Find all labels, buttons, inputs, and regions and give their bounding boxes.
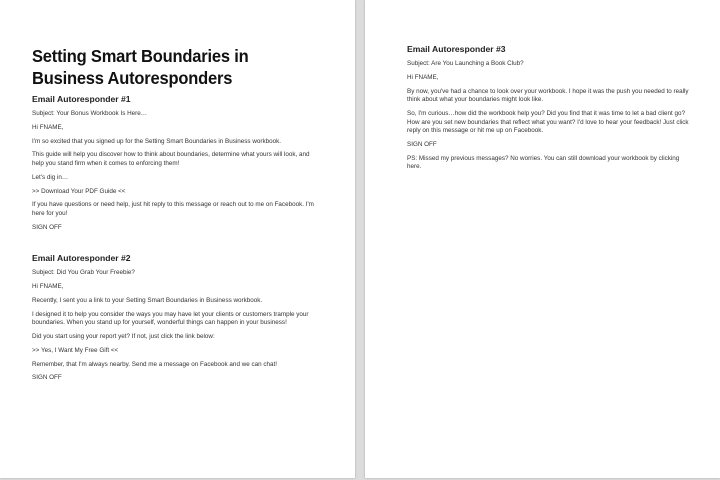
email-subject: Subject: Did You Grab Your Freebie?	[32, 269, 135, 277]
email-subject: Subject: Are You Launching a Book Club?	[407, 60, 524, 67]
email-heading: Email Autoresponder #2	[32, 253, 131, 264]
email-heading: Email Autoresponder #3	[407, 44, 506, 54]
email-paragraph: Recently, I sent you a link to your Setting Smart Boundaries in Business workbook.	[32, 296, 263, 304]
email-link[interactable]: >> Download Your PDF Guide <<	[32, 187, 126, 195]
email-section-1	[32, 94, 323, 232]
email-paragraph: Let's dig in…	[32, 173, 69, 181]
email-section-2	[32, 253, 323, 383]
email-paragraph: Remember, that I'm always nearby. Send me a message on Facebook and we can chat!	[32, 360, 278, 368]
email-paragraph: This guide will help you discover how to think about boundaries, determine what yours will look, and help you stand firm when it comes to enforcing them!	[32, 151, 310, 167]
page-content	[407, 44, 692, 183]
email-signoff: SIGN OFF	[32, 223, 62, 231]
email-section-3	[407, 44, 692, 172]
email-postscript: PS: Missed my previous messages? No worries. You can still download your workbook by clicking here.	[407, 154, 680, 171]
email-paragraph: If you have questions or need help, just hit reply to this message or reach out to me on Facebook. I'm here for you!	[32, 201, 314, 217]
page-content	[32, 46, 323, 394]
email-subject: Subject: Your Bonus Workbook Is Here…	[32, 110, 148, 117]
email-paragraph: Did you start using your report yet? If not, just click the link below:	[32, 332, 215, 340]
document-page-left	[0, 0, 355, 478]
document-title: Setting Smart Boundaries in Business Autoresponders	[32, 47, 249, 89]
email-paragraph: I'm so excited that you signed up for the Setting Smart Boundaries in Business workbook.	[32, 137, 282, 145]
email-greeting: Hi FNAME,	[32, 123, 64, 131]
email-greeting: Hi FNAME,	[407, 73, 439, 81]
email-paragraph: So, I'm curious…how did the workbook help you? Did you find that it was time to let a bad client go? How are you set new boundaries that reflect what you want? I'd love to hear your feedback! Just click reply on this message or hit me up on Facebook.	[407, 109, 689, 135]
email-paragraph: I designed it to help you consider the ways you may have let your clients or customers trample your boundaries. When you stand up for yourself, wonderful things can happen in your business!	[32, 310, 309, 327]
email-greeting: Hi FNAME,	[32, 283, 64, 291]
email-paragraph: By now, you've had a chance to look over your workbook. I hope it was the push you needed to really think about what your boundaries might look like.	[407, 87, 689, 104]
document-page-right	[365, 0, 720, 478]
email-link[interactable]: >> Yes, I Want My Free Gift <<	[32, 346, 119, 354]
email-signoff: SIGN OFF	[407, 140, 437, 148]
section-spacer	[32, 243, 323, 253]
email-heading: Email Autoresponder #1	[32, 94, 131, 104]
email-signoff: SIGN OFF	[32, 374, 62, 382]
